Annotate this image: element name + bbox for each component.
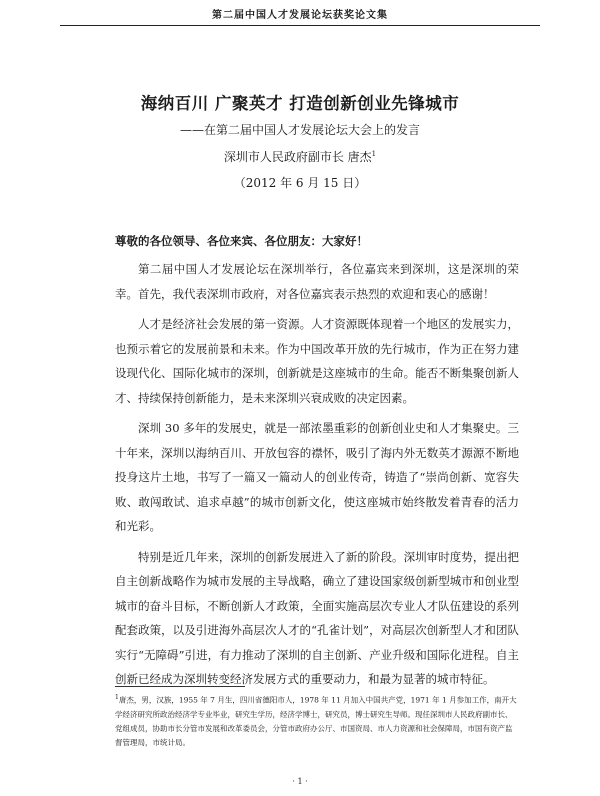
footnote-divider xyxy=(115,686,245,687)
article-subtitle: ——在第二届中国人才发展论坛大会上的发言 xyxy=(179,123,420,137)
footnote xyxy=(115,691,519,750)
speech-date: （2012 年 6 月 15 日） xyxy=(233,176,367,190)
footnote-text: 唐杰，男，汉族，1955 年 7 月生，四川省德阳市人，1978 年 11 月加入中国共产党，1971 年 1 月参加工作，南开大学经济研究所政治经济学专业毕业，研究生学历，经济学博士，研究员，博士研究生导师。现任深圳市人民政府副市长、党组成员，协助市长分管市发展和改革委员会，分管市政府办公厅、市国资局、市人力资源和社会保障局，市国有资产监督管理局，市统计局。 xyxy=(115,695,517,747)
page-number: · 1 · xyxy=(292,777,308,786)
paragraph: 特别是近几年来，深圳的创新发展进入了新的阶段。深圳审时度势，提出把自主创新战略作为城市发展的主导战略，确立了建设国家级创新型城市和创业型城市的奋斗目标，不断创新人才政策，全面实施高层次专业人才队伍建设的系列配套政策，以及引进海外高层次人才的“孔雀计划”，对高层次创新型人才和团队实行“无障碍”引进，有力推动了深圳的自主创新、产业升级和国际化进程。自主创新已经成为深圳转变经济发展方式的重要动力，和最为显著的城市特征。 xyxy=(115,549,519,686)
speaker-line xyxy=(0,148,600,165)
paragraph: 人才是经济社会发展的第一资源。人才资源既体现着一个地区的发展实力，也预示着它的发展前景和未来。作为中国改革开放的先行城市，作为正在努力建设现代化、国际化城市的深圳，创新就是这座城市的生命。能否不断集聚创新人才、持续保持创新能力，是未来深圳兴衰成败的决定因素。 xyxy=(115,317,519,405)
paragraph: 第二届中国人才发展论坛在深圳举行，各位嘉宾来到深圳，这是深圳的荣幸。首先，我代表深圳市政府，对各位嘉宾表示热烈的欢迎和衷心的感谢！ xyxy=(115,262,519,301)
article-title: 海纳百川 广聚英才 打造创新创业先锋城市 xyxy=(140,94,460,113)
footnote-mark: 1 xyxy=(115,694,119,701)
paragraph: 深圳 30 多年的发展史，就是一部浓墨重彩的创新创业史和人才集聚史。三十年来，深圳以海纳百川、开放包容的襟怀，吸引了海内外无数英才源源不断地投身这片土地，书写了一篇又一篇动人的创业传奇，铸造了“崇尚创新、宽容失败、敢闯敢试、追求卓越”的城市创新文化，使这座城市始终散发着青春的活力和光彩。 xyxy=(115,421,519,533)
article-body xyxy=(115,257,519,698)
running-header: 第二届中国人才发展论坛获奖论文集 xyxy=(60,6,540,26)
speaker-footnote-mark: 1 xyxy=(371,150,377,158)
greeting: 尊敬的各位领导、各位来宾、各位朋友：大家好！ xyxy=(115,234,368,248)
speaker-name: 深圳市人民政府副市长 唐杰 xyxy=(223,150,372,164)
